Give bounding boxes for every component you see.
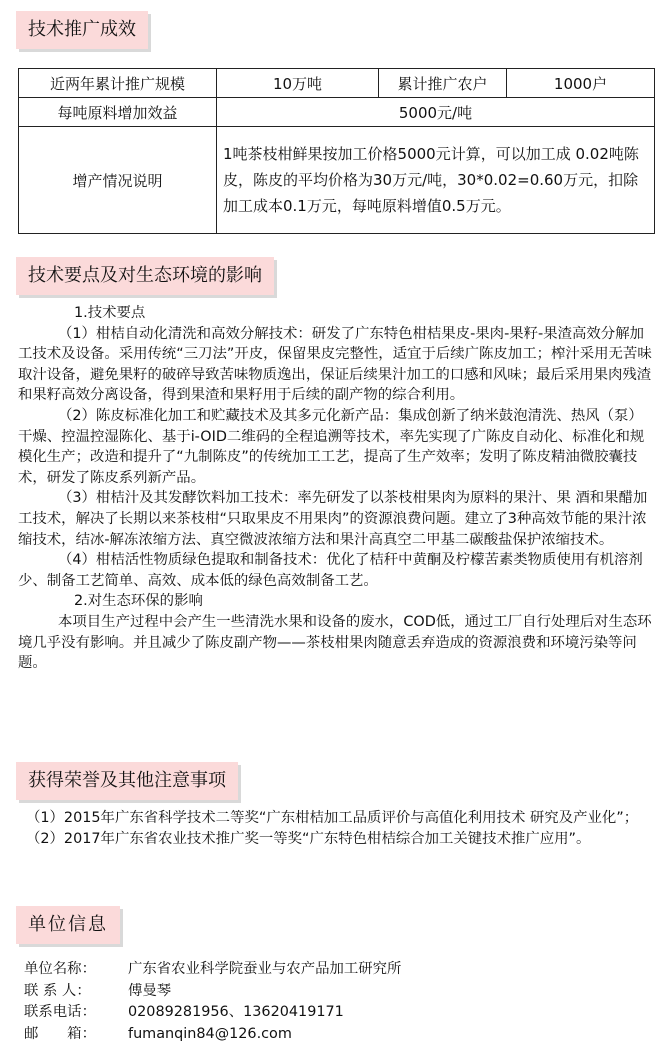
label: 联系电话： — [24, 1004, 96, 1020]
email: fumanqin84@126.com — [128, 1025, 292, 1042]
contact-row — [24, 981, 654, 1003]
email-row — [24, 1024, 654, 1046]
label: 联 系 人： — [24, 982, 91, 999]
table-cell: 5000元/吨 — [217, 98, 655, 127]
table-cell: 累计推广农户 — [379, 69, 507, 98]
paragraph: （2）陈皮标准化加工和贮藏技术及其多元化新产品：集成创新了纳米鼓泡清洗、热风（泵）干燥、控温控湿陈化、基于i-OID二维码的全程追溯等技术，率先实现了广陈皮自动化、标准化和规模化生产；改造和提升了“九制陈皮”的传统加工工艺，提高了生产效率；发明了陈皮精油微胶囊技术，研发了陈皮系列新产品。 — [18, 407, 645, 486]
paragraph: 本项目生产过程中会产生一些清洗水果和设备的废水，COD低，通过工厂自行处理后对生态环境几乎没有影响。并且减少了陈皮副产物——茶枝柑果肉随意丢弃造成的资源浪费和环境污染等问题。 — [18, 613, 652, 672]
section-title-honors: 获得荣誉及其他注意事项 — [16, 762, 238, 800]
phone-row — [24, 1002, 654, 1024]
section-title-technology: 技术要点及对生态环境的影响 — [16, 257, 274, 295]
section-title-unit: 单位信息 — [16, 906, 120, 944]
subheading: 1.技术要点 — [74, 305, 146, 321]
table-cell: 增产情况说明 — [19, 127, 217, 234]
promotion-table — [18, 68, 655, 234]
paragraph: （3）柑桔汁及其发酵饮料加工技术：率先研发了以茶枝柑果肉为原料的果汁、果 酒和果醋加工技术，解决了长期以来茶枝柑“只取果皮不用果肉”的资源浪费问题。建立了3种高效节能的果汁浓缩技术，结冰-解冻浓缩方法、真空微波浓缩方法和果汁高真空二甲基二碳酸盐保护浓缩技术。 — [18, 490, 648, 548]
contact-name: 傅曼琴 — [128, 982, 172, 999]
subheading: 2.对生态环保的影响 — [74, 593, 203, 610]
section-title-promotion: 技术推广成效 — [16, 11, 148, 49]
table-row — [19, 127, 655, 234]
table-row — [19, 69, 655, 98]
paragraph: （1）柑桔自动化清洗和高效分解技术：研发了广东特色柑桔果皮-果肉-果籽-果渣高效分解加工技术及设备。采用传统“三刀法”开皮，保留果皮完整性，适宜于后续广陈皮加工；榨汁采用无苦味取汁设备，避免果籽的破碎导致苦味物质逸出，保证后续果汁加工的口感和风味；最后采用果肉残渣和果籽高效分离设备，得到果渣和果籽用于后续的副产物的综合利用。 — [18, 325, 652, 404]
honors-text — [26, 808, 656, 849]
table-cell: 10万吨 — [217, 69, 379, 98]
table-cell: 每吨原料增加效益 — [19, 98, 217, 127]
table-cell: 1000户 — [507, 69, 655, 98]
technology-text — [18, 303, 654, 674]
paragraph: （4）柑桔活性物质绿色提取和制备技术：优化了桔秆中黄酮及柠檬苦素类物质使用有机溶剂少、制备工艺简单、高效、成本低的绿色高效制备工艺。 — [18, 552, 643, 589]
award-item: （1）2015年广东省科学技术二等奖“广东柑桔加工品质评价与高值化利用技术 研究及产业化”； — [26, 810, 639, 826]
label: 单位名称： — [24, 961, 96, 977]
table-cell-description: 1吨茶枝柑鲜果按加工价格5000元计算，可以加工成 0.02吨陈皮，陈皮的平均价格为30万元/吨，30*0.02=0.60万元，扣除加工成本0.1万元，每吨原料增值0.5万元。 — [217, 127, 655, 234]
table-cell: 近两年累计推广规模 — [19, 69, 217, 98]
table-row — [19, 98, 655, 127]
award-item: （2）2017年广东省农业技术推广奖一等奖“广东特色柑桔综合加工关键技术推广应用”。 — [26, 830, 591, 847]
phone: 02089281956、13620419171 — [128, 1004, 344, 1020]
label: 邮 箱： — [24, 1025, 96, 1042]
unit-name: 广东省农业科学院蚕业与农产品加工研究所 — [128, 961, 402, 977]
unit-name-row — [24, 959, 654, 981]
unit-info — [24, 959, 654, 1045]
